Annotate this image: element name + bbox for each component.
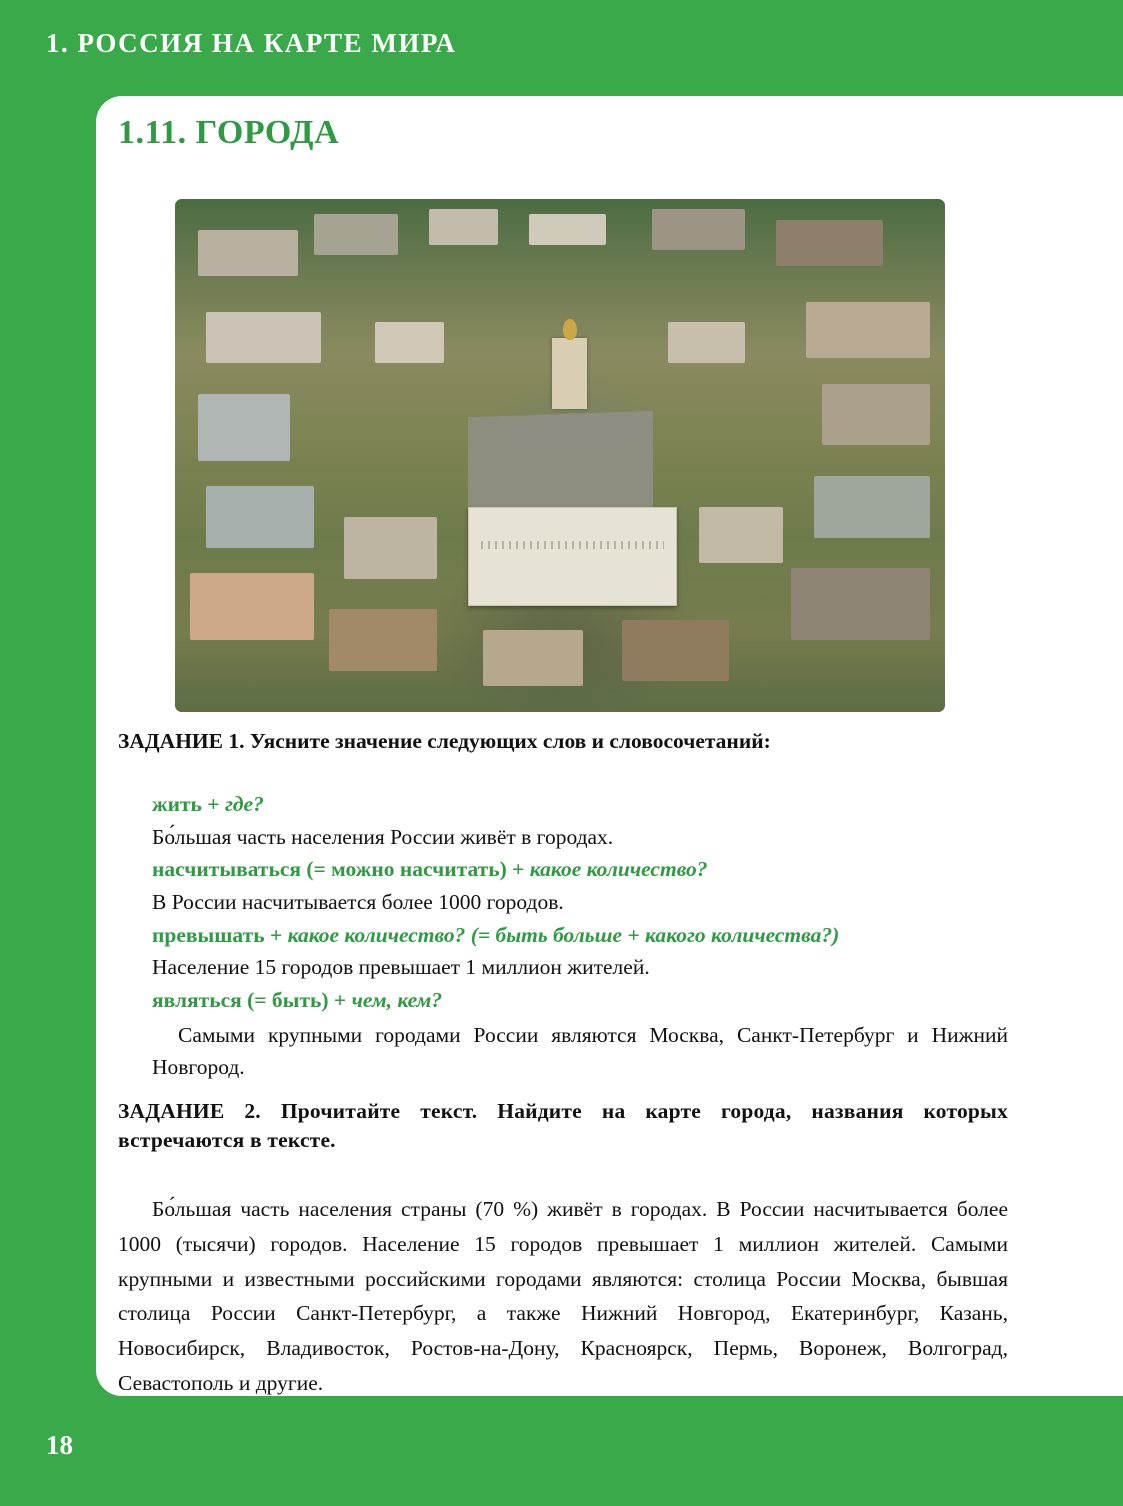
reading-text: Бо́льшая часть населения страны (70 %) живёт в городах. В России насчитывается более 1000 (тысячи) городов. Население 15 городов превышает 1 миллион жителей. Самыми крупными и известными российскими городами являются: столица России Москва, бывшая столица России Санкт-Петербург, а также Нижний Новгород, Екатеринбург, Казань, Новосибирск, Владивосток, Ростов-на-Дону, Красноярск, Пермь, Воронеж, Волгоград, Севастополь и другие.	[118, 1197, 1008, 1396]
city-photo	[175, 199, 945, 712]
vocab-example: Бо́льшая часть населения России живёт в городах.	[152, 824, 614, 849]
photo-building	[776, 220, 884, 266]
vocab-lemma-plus: +	[506, 857, 530, 882]
vocab-lemma-italic: какое количество?	[529, 857, 708, 882]
photo-building	[429, 209, 498, 245]
vocab-lemma-bold: являться (= быть)	[152, 988, 329, 1013]
vocab-lemma-plus: +	[264, 922, 288, 947]
vocab-lemma-bold: жить	[152, 792, 202, 816]
photo-image	[175, 199, 945, 712]
photo-building	[206, 312, 322, 363]
vocab-lemma-italic: где?	[224, 792, 264, 816]
photo-building	[375, 322, 444, 363]
photo-building	[652, 209, 744, 250]
vocab-lemma	[152, 984, 1008, 1017]
vocab-lemma	[152, 853, 1008, 886]
vocab-example: В России насчитывается более 1000 городов.	[152, 890, 564, 915]
vocab-example: Самыми крупными городами России являются Москва, Санкт-Петербург и Нижний Новгород.	[152, 1022, 1008, 1080]
photo-palace-building	[468, 507, 678, 606]
vocab-lemma-bold: насчитываться (= можно насчитать)	[152, 857, 507, 882]
task-1-heading: ЗАДАНИЕ 1. Уясните значение следующих слов и словосочетаний:	[118, 729, 771, 753]
page-title: 1.11. ГОРОДА	[118, 114, 340, 151]
chapter-title: 1. РОССИЯ НА КАРТЕ МИРА	[46, 28, 457, 58]
photo-building	[314, 214, 399, 255]
vocab-lemma-plus: +	[328, 988, 352, 1013]
photo-building	[806, 302, 929, 358]
vocab-lemma-italic: чем, кем?	[351, 988, 443, 1013]
photo-building	[791, 568, 930, 640]
vocab-lemma-plus: +	[201, 792, 225, 816]
vocab-lemma-bold: превышать	[152, 922, 265, 947]
page-number: 18	[46, 1430, 73, 1460]
photo-building	[198, 394, 290, 461]
vocab-lemma-italic: какое количество? (= быть больше + какого количества?)	[287, 922, 840, 947]
photo-building	[699, 507, 784, 563]
photo-church	[552, 338, 587, 410]
photo-building	[198, 230, 298, 276]
photo-building	[329, 609, 437, 671]
photo-building	[529, 214, 606, 245]
vocab-example: Население 15 городов превышает 1 миллион жителей.	[152, 955, 650, 980]
photo-building	[822, 384, 930, 446]
photo-building	[190, 573, 313, 640]
photo-building	[668, 322, 745, 363]
vocabulary-list	[152, 788, 1008, 1084]
task-2-heading: ЗАДАНИЕ 2. Прочитайте текст. Найдите на карте города, названия которых встречаются в тексте.	[118, 1099, 1008, 1153]
vocab-lemma	[152, 788, 1008, 821]
vocab-lemma	[152, 919, 1008, 952]
photo-building	[344, 517, 436, 579]
photo-building	[814, 476, 930, 538]
photo-building	[622, 620, 730, 682]
photo-building	[206, 486, 314, 548]
photo-building	[483, 630, 583, 686]
